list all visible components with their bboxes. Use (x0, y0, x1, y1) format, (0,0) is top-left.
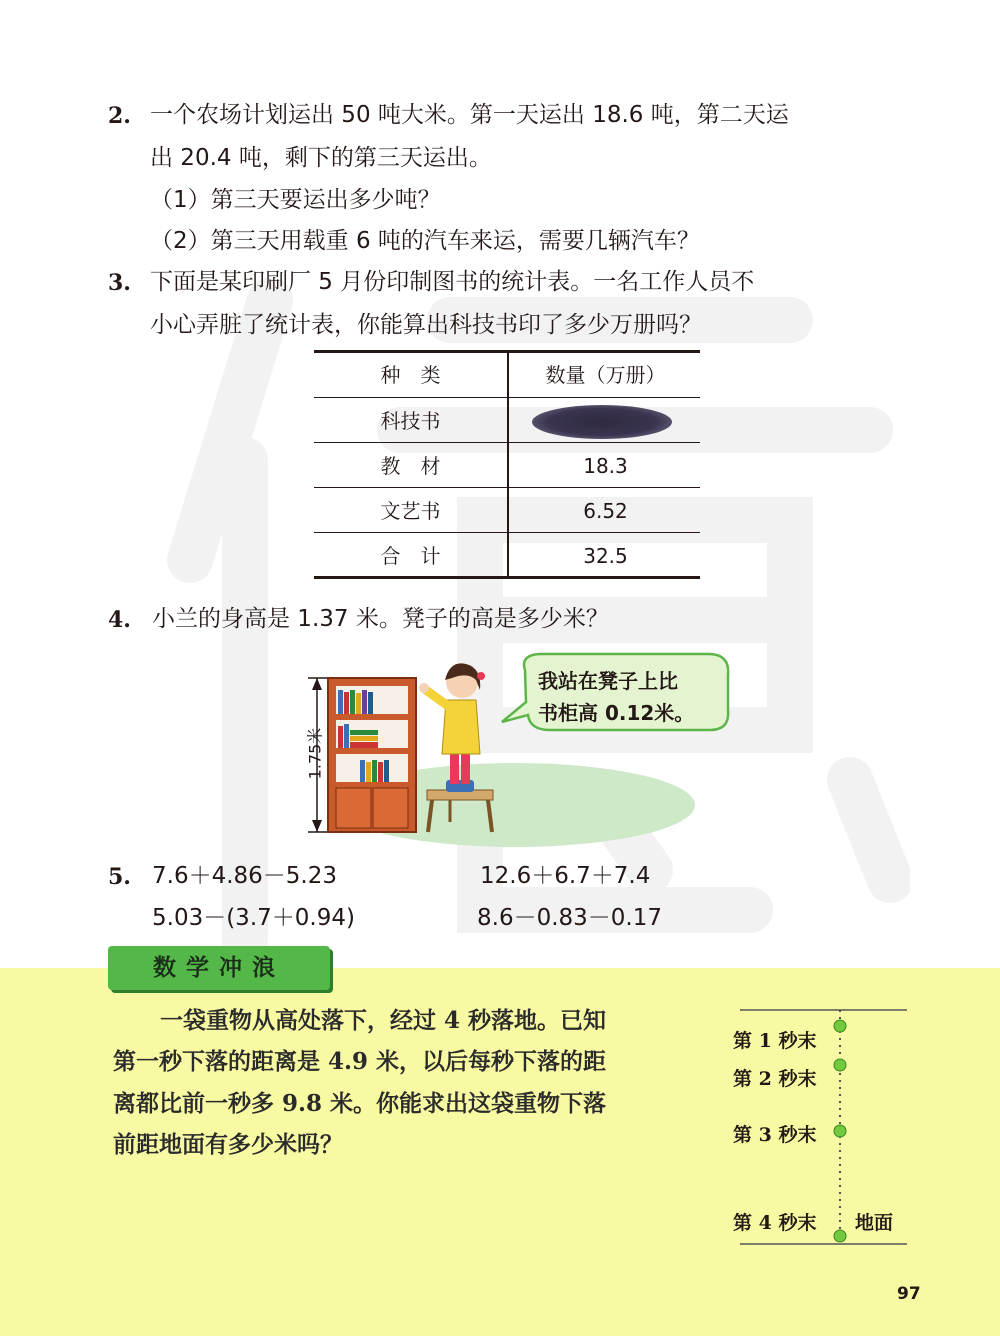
second-3-label: 第 3 秒末 (733, 1124, 817, 1146)
expression-4: 8.6－0.83－0.17 (477, 905, 662, 931)
statistics-table (314, 350, 700, 579)
problem-4-number: 4. (108, 607, 131, 633)
problem-2-line-2: 出 20.4 吨，剩下的第三天运出。 (150, 145, 492, 171)
challenge-line-1: 一袋重物从高处落下，经过 4 秒落地。已知 (160, 1007, 607, 1034)
challenge-line-2: 第一秒下落的距离是 4.9 米，以后每秒下落的距 (113, 1048, 607, 1075)
speech-bubble-line-1: 我站在凳子上比 (538, 669, 678, 693)
problem-3-number: 3. (108, 270, 131, 296)
table-cell-quantity: 18.3 (583, 454, 628, 478)
expression-3: 5.03－(3.7＋0.94) (152, 905, 355, 931)
challenge-line-4: 前距地面有多少米吗？ (113, 1131, 343, 1158)
challenge-title-banner (108, 946, 330, 990)
challenge-title: 数学冲浪 (153, 954, 285, 981)
table-cell-type: 文艺书 (380, 499, 441, 523)
second-1-label: 第 1 秒末 (733, 1030, 817, 1052)
problem-2-sub-1: （1）第三天要运出多少吨？ (150, 187, 441, 213)
table-cell-type: 教 材 (380, 454, 441, 478)
problem-3-line-2: 小心弄脏了统计表，你能算出科技书印了多少万册吗？ (150, 312, 702, 338)
problem-3-line-1: 下面是某印刷厂 5 月份印制图书的统计表。一名工作人员不 (150, 269, 755, 295)
problem-2-line-1: 一个农场计划运出 50 吨大米。第一天运出 18.6 吨，第二天运 (150, 102, 789, 128)
problem-5-number: 5. (108, 864, 131, 890)
problem-4-text: 小兰的身高是 1.37 米。凳子的高是多少米？ (152, 606, 609, 632)
ink-smudge (532, 405, 672, 439)
second-4-label: 第 4 秒末 (733, 1212, 817, 1234)
height-label: 1.75米 (305, 727, 325, 780)
challenge-line-3: 离都比前一秒多 9.8 米。你能求出这袋重物下落 (113, 1090, 607, 1117)
speech-bubble-line-2: 书柜高 0.12米。 (538, 701, 695, 725)
ground-label: 地面 (855, 1212, 894, 1234)
table-cell-type: 科技书 (380, 409, 441, 433)
page-number: 97 (897, 1284, 921, 1304)
bookcase-illustration (290, 650, 740, 850)
problem-2-sub-2: （2）第三天用载重 6 吨的汽车来运，需要几辆汽车？ (150, 228, 700, 254)
table-cell-quantity: 32.5 (583, 544, 628, 568)
table-header-quantity: 数量（万册） (545, 363, 666, 387)
expression-2: 12.6＋6.7＋7.4 (480, 863, 651, 889)
table-cell-type: 合 计 (380, 544, 441, 568)
second-2-label: 第 2 秒末 (733, 1068, 817, 1090)
problem-2-number: 2. (108, 103, 131, 129)
table-cell-quantity: 6.52 (583, 499, 628, 523)
table-header-type: 种 类 (380, 363, 441, 387)
expression-1: 7.6＋4.86－5.23 (152, 863, 337, 889)
falling-object-diagram (725, 1000, 925, 1260)
